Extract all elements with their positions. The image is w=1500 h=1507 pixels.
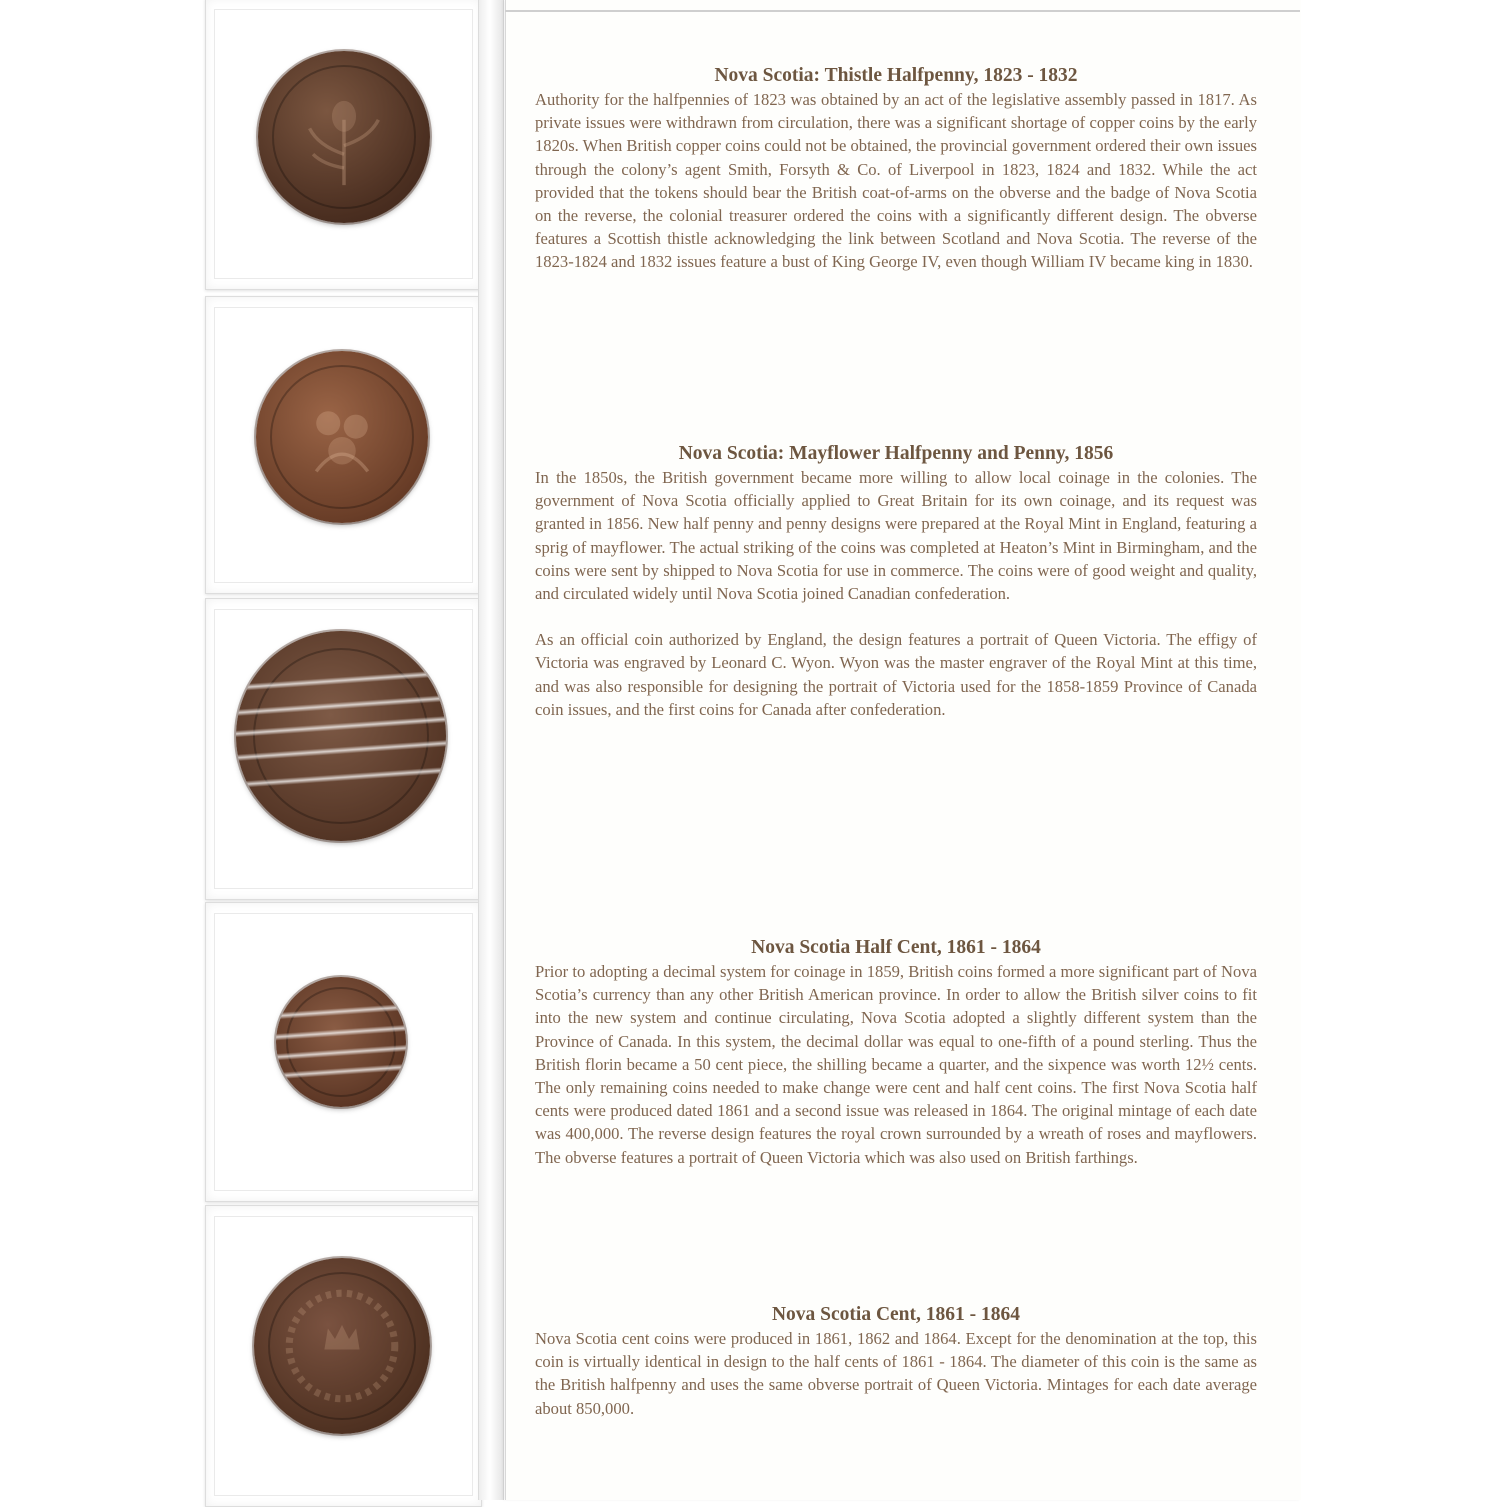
section-title: Nova Scotia: Mayflower Halfpenny and Penny, 1856 — [678, 443, 1114, 464]
page-binding-edge — [478, 0, 504, 1500]
section-mayflower — [535, 442, 1257, 721]
half-cent-coin — [276, 977, 406, 1107]
thistle-halfpenny-coin — [258, 51, 430, 223]
section-paragraph: As an official coin authorized by England, the design features a portrait of Queen Victoria. The effigy of Victoria was engraved by Leonard C. Wyon. Wyon was the master engraver of the Royal Mint at this time, and was also responsible for designing the portrait of Victoria used for the 1858-1859 Province of Canada coin issues, and the first coins for Canada after confederation. — [535, 630, 1257, 719]
section-paragraph: Prior to adopting a decimal system for coinage in 1859, British coins formed a more significant part of Nova Scotia’s currency than any other British American province. In order to allow the British silver coins to fit into the new system and continue circulating, Nova Scotia adopted a slightly different system than the Province of Canada. In this system, the decimal dollar was equal to one-fifth of a pound sterling. Thus the British florin became a 50 cent piece, the shilling became a quarter, and the sixpence was worth 12½ cents. The only remaining coins needed to make change were cent and half cent coins. The first Nova Scotia half cents were produced dated 1861 and a second issue was released in 1864. The original mintage of each date was 400,000. The reverse design features the royal crown surrounded by a wreath of roses and mayflowers. The obverse features a portrait of Queen Victoria which was also used on British farthings. — [535, 962, 1257, 1167]
coin-holder-1 — [205, 0, 482, 290]
crown-wreath-icon — [254, 1258, 430, 1434]
coin-holder-2 — [205, 296, 482, 594]
section-half-cent — [535, 936, 1257, 1169]
coin-holder-5 — [205, 1205, 482, 1507]
mayflower-penny-coin — [236, 631, 446, 841]
mayflower-halfpenny-coin — [256, 351, 428, 523]
section-title: Nova Scotia Cent, 1861 - 1864 — [771, 1304, 1021, 1325]
thistle-icon — [258, 51, 430, 223]
section-paragraph: Nova Scotia cent coins were produced in 1861, 1862 and 1864. Except for the denomination at the top, this coin is virtually identical in design to the half cents of 1861 - 1864. The diameter of this coin is the same as the British halfpenny and uses the same obverse portrait of Queen Victoria. Mintages for each date average about 850,000. — [535, 1329, 1257, 1418]
section-paragraph: In the 1850s, the British government became more willing to allow local coinage in the colonies. The government of Nova Scotia officially applied to Great Britain for its own coinage, and its request was granted in 1856. New half penny and penny designs were prepared at the Royal Mint in England, featuring a sprig of mayflower. The actual striking of the coins was completed at Heaton’s Mint in Birmingham, and the coins were sent by shipped to Nova Scotia for use in commerce. The coins were of good weight and quality, and circulated widely until Nova Scotia joined Canadian confederation. — [535, 468, 1257, 604]
section-title: Nova Scotia Half Cent, 1861 - 1864 — [751, 937, 1041, 958]
section-paragraph: Authority for the halfpennies of 1823 was obtained by an act of the legislative assembly passed in 1817. As private issues were withdrawn from circulation, there was a significant shortage of copper coins by the early 1820s. When British copper coins could not be obtained, the provincial government ordered their own issues through the colony’s agent Smith, Forsyth & Co. of Liverpool in 1823, 1824 and 1832. While the act provided that the tokens should bear the British coat-of-arms on the obverse and the badge of Nova Scotia on the reverse, the colonial treasurer ordered the coins with a significantly different design. The obverse features a Scottish thistle acknowledging the link between Scotland and Nova Scotia. The reverse of the 1823-1824 and 1832 issues feature a bust of King George IV, even though William IV became king in 1830. — [535, 90, 1257, 272]
section-cent — [535, 1303, 1257, 1420]
section-thistle-halfpenny — [535, 64, 1257, 274]
cent-coin — [254, 1258, 430, 1434]
section-title: Nova Scotia: Thistle Halfpenny, 1823 - 1832 — [714, 65, 1078, 86]
mayflower-icon — [256, 351, 428, 523]
coin-holder-4 — [205, 902, 482, 1202]
coin-holder-3 — [205, 598, 482, 900]
coin-strip — [0, 0, 500, 1500]
